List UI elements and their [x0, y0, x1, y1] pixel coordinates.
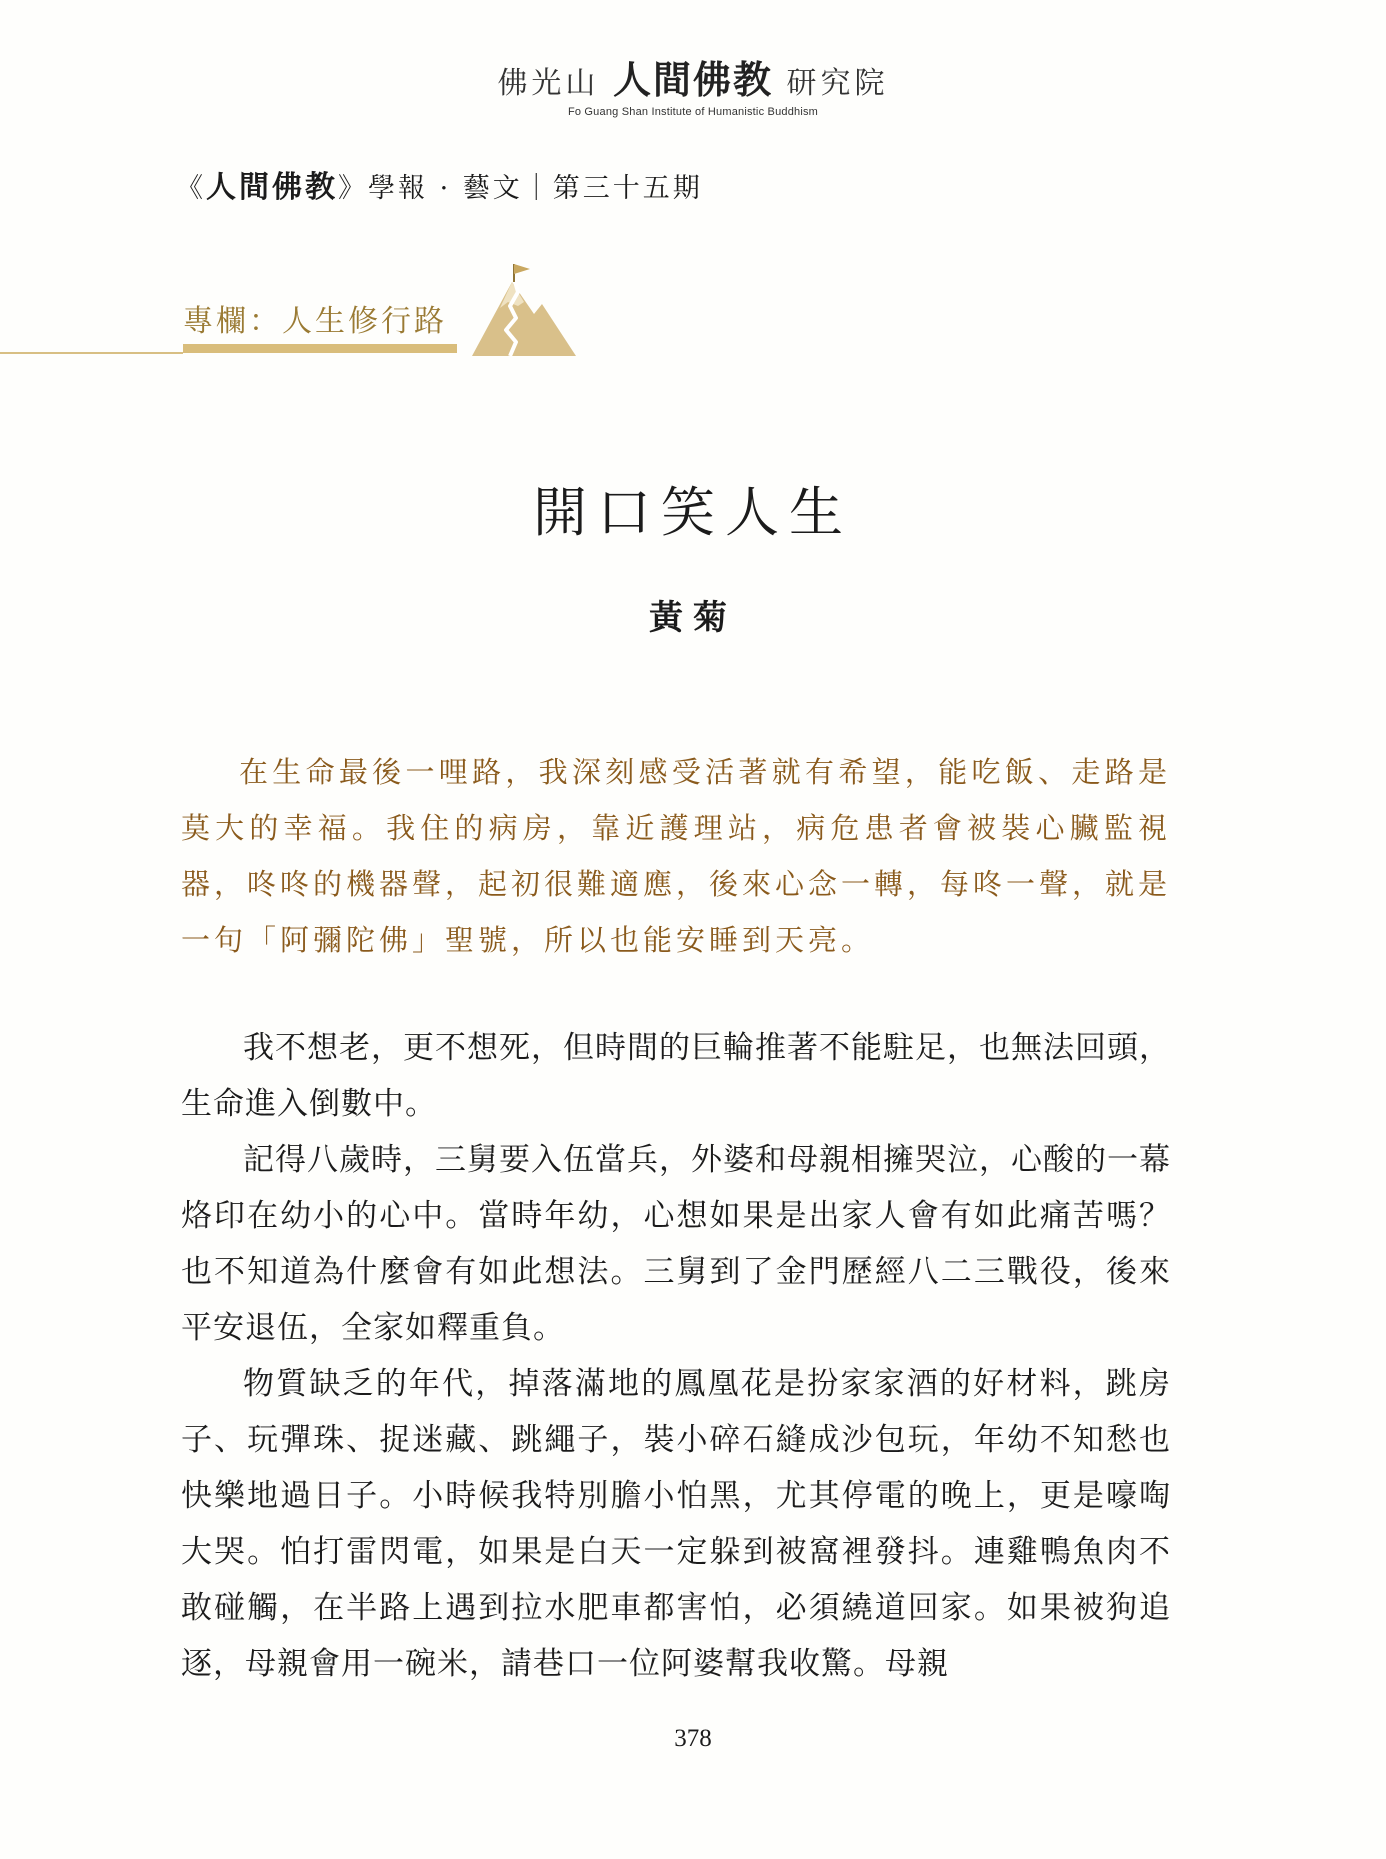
- body-paragraph: 物質缺乏的年代，掉落滿地的鳳凰花是扮家家酒的好材料，跳房子、玩彈珠、捉迷藏、跳繩子，裝小碎石縫成沙包玩，年幼不知愁也快樂地過日子。小時候我特別膽小怕黑，尤其停電的晚上，更是嚎啕大哭。怕打雷閃電，如果是白天一定躲到被窩裡發抖。連雞鴨魚肉不敢碰觸，在半路上遇到拉水肥車都害怕，必須繞道回家。如果被狗追逐，母親會用一碗米，請巷口一位阿婆幫我收驚。母親: [181, 1366, 1171, 1682]
- column-rule-left: [0, 352, 183, 354]
- article-body: [181, 1020, 1171, 1692]
- column-rule: [183, 344, 457, 353]
- preface-paragraph: 在生命最後一哩路，我深刻感受活著就有希望，能吃飯、走路是莫大的幸福。我住的病房，靠近護理站，病危患者會被裝心臟監視器，咚咚的機器聲，起初很難適應，後來心念一轉，每咚一聲，就是一句「阿彌陀佛」聖號，所以也能安睡到天亮。: [181, 755, 1172, 957]
- institute-name-right: 研究院: [786, 66, 889, 101]
- page-number: 378: [674, 1725, 712, 1752]
- mountain-flag-icon: [470, 262, 578, 358]
- column-label: 專欄：人生修行路: [183, 304, 447, 339]
- institute-english-name: Fo Guang Shan Institute of Humanistic Buddhism: [567, 106, 819, 118]
- article-title: 開口笑人生: [533, 481, 853, 544]
- journal-brand-logo: 人間佛教: [206, 170, 338, 205]
- institute-name: [0, 60, 1386, 104]
- body-paragraph: 記得八歲時，三舅要入伍當兵，外婆和母親相擁哭泣，心酸的一幕烙印在幼小的心中。當時年幼，心想如果是出家人會有如此痛苦嗎？也不知道為什麼會有如此想法。三舅到了金門歷經八二三戰役，後來平安退伍，全家如釋重負。: [181, 1142, 1171, 1346]
- journal-line: [176, 162, 703, 206]
- institute-header: [0, 60, 1386, 118]
- institute-name-left: 佛光山: [497, 66, 600, 101]
- article-preface: [181, 744, 1171, 968]
- journal-open-bracket: 《: [176, 173, 206, 204]
- article-author: 黃菊: [649, 598, 737, 638]
- journal-issue: 》學報 · 藝文｜第三十五期: [338, 173, 703, 204]
- institute-brand-logo: 人間佛教: [612, 58, 773, 102]
- body-paragraph: 我不想老，更不想死，但時間的巨輪推著不能駐足，也無法回頭，生命進入倒數中。: [181, 1030, 1171, 1122]
